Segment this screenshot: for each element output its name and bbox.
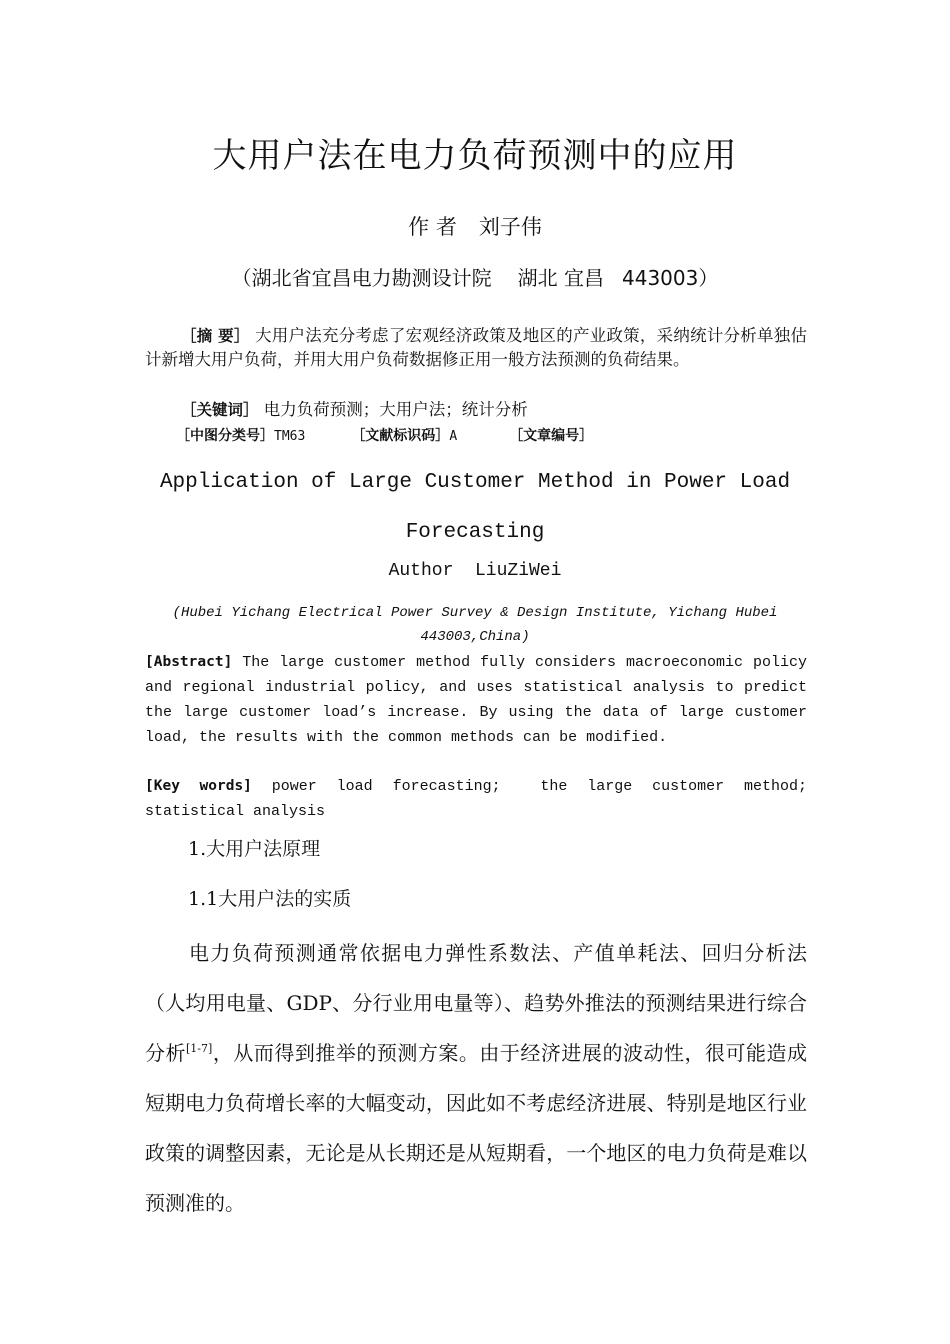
paper-title-en-line2: Forecasting xyxy=(405,521,545,544)
section-heading: 1.大用户法原理 xyxy=(188,838,321,860)
affiliation-city-cn: 宜昌 xyxy=(564,266,604,290)
affiliation-en-line2: 443003,China) xyxy=(420,629,530,645)
author-line-cn xyxy=(0,211,950,241)
clc-value: TM63 xyxy=(274,429,306,444)
affiliation-postcode-cn: 443003） xyxy=(622,266,719,290)
body-paragraph xyxy=(145,928,807,1228)
doc-code-value: A xyxy=(449,429,458,444)
paper-title-en-line1: Application of Large Customer Method in Power Load xyxy=(159,471,791,494)
citation-reference: [1-7] xyxy=(186,1042,213,1055)
article-number-label: ［文章编号］ xyxy=(509,428,594,444)
keywords-label-en: [Key words] xyxy=(145,778,252,794)
author-name-cn: 刘子伟 xyxy=(478,215,542,239)
abstract-text-cn: 大用户法充分考虑了宏观经济政策及地区的产业政策，采纳统计分析单独估计新增大用户负荷，并用大用户负荷数据修正用一般方法预测的负荷结果。 xyxy=(145,326,807,369)
body-paragraph-part2: ，从而得到推举的预测方案。由于经济进展的波动性，很可能造成短期电力负荷增长率的大幅变动，因此如不考虑经济进展、特别是地区行业政策的调整因素，无论是从长期还是从短期看，一个地区的电力负荷是难以预测准的。 xyxy=(145,1041,808,1215)
keywords-label-cn: ［关键词］ xyxy=(181,401,259,419)
abstract-label-cn: ［摘 要］ xyxy=(181,327,250,345)
abstract-en xyxy=(145,650,807,750)
affiliation-en-line1: (Hubei Yichang Electrical Power Survey & Design Institute, Yichang Hubei xyxy=(172,605,778,621)
affiliation-en xyxy=(160,601,790,649)
abstract-label-en: [Abstract] xyxy=(145,654,233,670)
keywords-en xyxy=(145,774,817,824)
author-line-en: Author LiuZiWei xyxy=(388,561,562,581)
author-label-cn: 作 者 xyxy=(408,215,457,239)
affiliation-cn xyxy=(0,262,950,291)
classification-row xyxy=(176,425,806,448)
abstract-cn xyxy=(145,324,807,372)
paper-title-cn: 大用户法在电力负荷预测中的应用 xyxy=(212,136,738,176)
body-paragraph-part1: 电力负荷预测通常依据电力弹性系数法、产值单耗法、回归分析法（人均用电量、GDP、分行业用电量等）、趋势外推法的预测结果进行综合分析 xyxy=(145,941,807,1065)
clc-label: ［中图分类号］ xyxy=(176,428,274,444)
abstract-text-en: The large customer method fully considers macroeconomic policy and regional industrial policy, and uses statistical analysis to predict the large customer load’s increase. By using the data of large customer load, the results with the common methods can be modified. xyxy=(145,654,807,746)
keywords-cn xyxy=(181,398,807,422)
subsection-heading: 1.1大用户法的实质 xyxy=(188,888,352,910)
affiliation-province-cn: 湖北 xyxy=(517,266,558,290)
doc-code-label: ［文献标识码］ xyxy=(351,428,450,444)
affiliation-org-cn: （湖北省宜昌电力勘测设计院 xyxy=(231,266,492,290)
paper-title-en xyxy=(0,458,950,558)
keywords-text-en: power load forecasting; the large customer method; statistical analysis xyxy=(145,778,817,820)
keywords-text-cn: 电力负荷预测；大用户法；统计分析 xyxy=(263,400,528,419)
